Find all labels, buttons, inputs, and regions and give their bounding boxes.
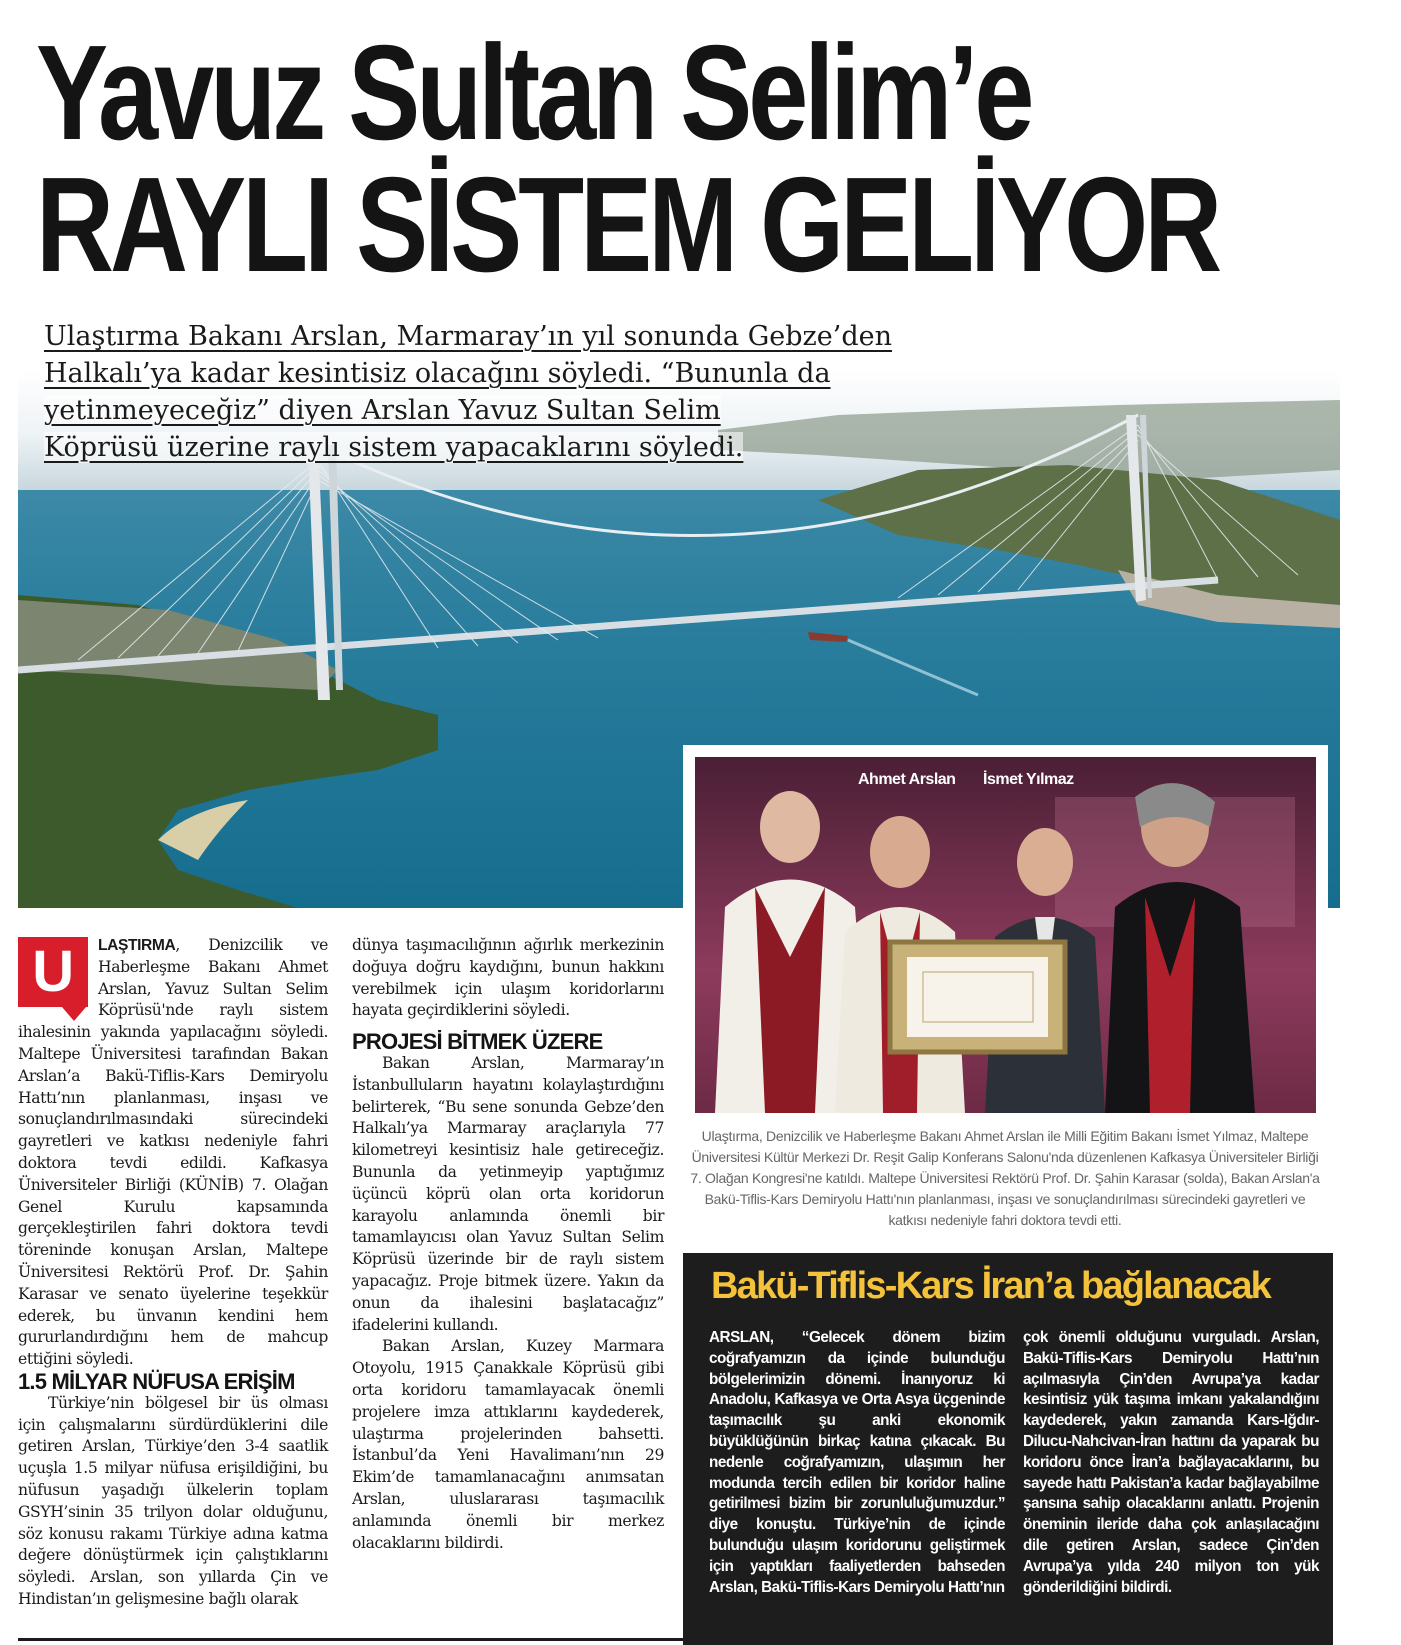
sidebar-title: Bakü-Tiflis-Kars İran’a bağlanacak [711, 1265, 1271, 1307]
bottom-rule [18, 1638, 683, 1641]
photo-caption: Ulaştırma, Denizcilik ve Haberleşme Bakanı Ahmet Arslan ile Milli Eğitim Bakanı İsmet Yılmaz, Maltepe Üniversitesi Kültür Merkezi Dr. Reşit Galip Konferans Salonu'nda düzenlenen Kafkasya Üniversiteler Birliği 7. Olağan Kongresi'ne katıldı. Maltepe Üniversitesi Rektörü Prof. Dr. Şahin Karasar (solda), Bakan Arslan'a Bakü-Tiflis-Kars Demiryolu Hattı'nın planlanması, inşası ve sonuçlandırılması sürecindeki gayretleri ve katkısı nedeniyle fahri doktora tevdi etti. [690, 1128, 1320, 1228]
sidebar-lead-word: ARSLAN [709, 1329, 770, 1346]
deck-line-1: Ulaştırma Bakanı Arslan, Marmaray’ın yıl sonunda Gebze’den [44, 321, 892, 352]
drop-cap: U [18, 937, 88, 1007]
headline-line-2: RAYLI SİSTEM GELİYOR [36, 148, 1219, 300]
headline-line-1: Yavuz Sultan Selim’e [36, 16, 1031, 168]
article-column-2 [352, 935, 664, 1554]
inset-label-left: Ahmet Arslan [858, 771, 956, 788]
article-paragraph-2: Türkiye’nin bölgesel bir üs olması için çalışmalarını sürdürdüklerini dile getiren Arslan, Türkiye’den 3-4 saatlik uçuşla 1.5 milyar nüfusa erişildiğini, bu nüfusun yaşadığı ülkelerin toplam GSYH’sinin 35 trilyon dolar olduğunu, söz konusu rakamı Türkiye adına katma değere dönüştürmek için çalıştıklarını söyledi. Arslan, son yıllarda Çin ve Hindistan’ın gelişmesine bağlı olarak [18, 1393, 328, 1608]
subheading-projesi: PROJESİ BİTMEK ÜZERE [352, 1029, 603, 1055]
deck-line-4: Köprüsü üzerine raylı sistem yapacaklarını söyledi. [44, 432, 744, 463]
article-column-1 [18, 935, 328, 1611]
article-lead-word: LAŞTIRMA [98, 937, 176, 954]
deck-line-3: yetinmeyeceğiz” diyen Arslan Yavuz Sultan Selim [44, 395, 721, 426]
inset-label-right: İsmet Yılmaz [983, 771, 1074, 788]
subheading-erisim: 1.5 MİLYAR NÜFUSA ERİŞİM [18, 1368, 295, 1394]
deck-line-2: Halkalı’ya kadar kesintisiz olacağını söyledi. “Bununla da [44, 358, 831, 389]
article-paragraph-1: , Denizcilik ve Haberleşme Bakanı Ahmet Arslan, Yavuz Sultan Selim Köprüsü'nde raylı sistem ihalesinin yakında yapılacağını söyledi. Maltepe Üniversitesi tarafından Bakan Arslan’a Bakü-Tiflis-Kars Demiryolu Hattı’nın planlanması, inşası ve sonuçlandırılmasındaki sürecindeki gayretleri ve katkısı nedeniyle fahri doktora tevdi edildi. Kafkasya Üniversiteler Birliği (KÜNİB) 7. Olağan Genel Kurulu kapsamında gerçekleştirilen fahri doktora tevdi töreninde konuşan Arslan, Maltepe Üniversitesi Rektörü Prof. Dr. Şahin Karasar ve senato üyelerine teşekkür ederek, bu ünvanın kendini hem gururlandırdığını hem de mahcup ettiğini söyledi. [18, 936, 328, 1369]
sidebar-column-2: çok önemli olduğunu vurguladı. Arslan, Bakü-Tiflis-Kars Demiryolu Hattı’nın açılmasıyla Çin’den Avrupa’ya kadar kesintisiz yük taşıma imkanı yakalandığını kaydederek, yakın zamanda Kars-Iğdır-Dilucu-Nahcivan-İran hattını da yaparak bu koridoru önce İran’a bağlayacaklarını, bu sayede hattı Pakistan’a kadar bağlayabilme şansına sahip olacaklarını anlattı. Projenin öneminin ileride daha çok anlaşılacağını dile getiren Arslan, sadece Çin’den Avrupa’ya yılda 240 milyon ton yük gönderildiğini bildirdi. [1023, 1329, 1319, 1596]
article-paragraph-3: Bakan Arslan, Marmaray’ın İstanbulluların hayatını kolaylaştırdığını belirterek, “Bu sene sonunda Gebze’den Halkalı’ya Marmaray araçlarıyla 77 kilometreyi kesintisiz hale getireceğiz. Bununla da yetinmeyip yaptığımız üçüncü köprü olan orta koridorun karayolu anlamında önemli bir tamamlayıcısı olan Yavuz Sultan Selim Köprüsü üzerinde bir de raylı sistem yapacağız. Proje bitmek üzere. Yakın da onun da ihalesini başlatacağız” ifadelerini kullandı. [352, 1053, 664, 1334]
article-paragraph-4: Bakan Arslan, Kuzey Marmara Otoyolu, 1915 Çanakkale Köprüsü gibi orta koridoru tamamlayacak önemli projelere imza attıklarını kaydederek, ulaştırma projelerinden bahsetti. İstanbul’da Yeni Havalimanı’nın 29 Ekim’de tamamlanacağını anımsatan Arslan, uluslararası taşımacılık anlamında önemli bir merkez olacaklarını bildirdi. [352, 1337, 664, 1552]
article-paragraph-2-continued: dünya taşımacılığının ağırlık merkezinin doğuya doğru kaydığını, bunun hakkını verebilmek için ulaşım koridorlarını hayata geçirdiklerini söyledi. [352, 936, 664, 1020]
ceremony-photo [683, 745, 1328, 1123]
sidebar-column-1 [709, 1328, 1005, 1598]
article-deck [44, 318, 944, 466]
sidebar-box [683, 1253, 1333, 1645]
ceremony-photo-illustration [695, 757, 1316, 1113]
sidebar-text-1: , “Gelecek dönem bizim coğrafyamızın da içinde bulunduğu bölgelerimizin dönemi. İnanıyoruz ki Anadolu, Kafkasya ve Orta Asya üçgeninde taşımacılık şu anki ekonomik büyüklüğünün birkaç katına çıkacak. Bu nedenle coğrafyamızın, ulaşımın her modunda tercih edilen bir koridor haline getirilmesi bizim bir zorunluluğumuzdur.” diye konuştu. Türkiye’nin de içinde bulunduğu ulaşım koridorunu geliştirmek için yaptıkları faaliyetlerden bahseden Arslan, Bakü-Tiflis-Kars Demiryolu Hattı’nın [709, 1329, 1005, 1596]
